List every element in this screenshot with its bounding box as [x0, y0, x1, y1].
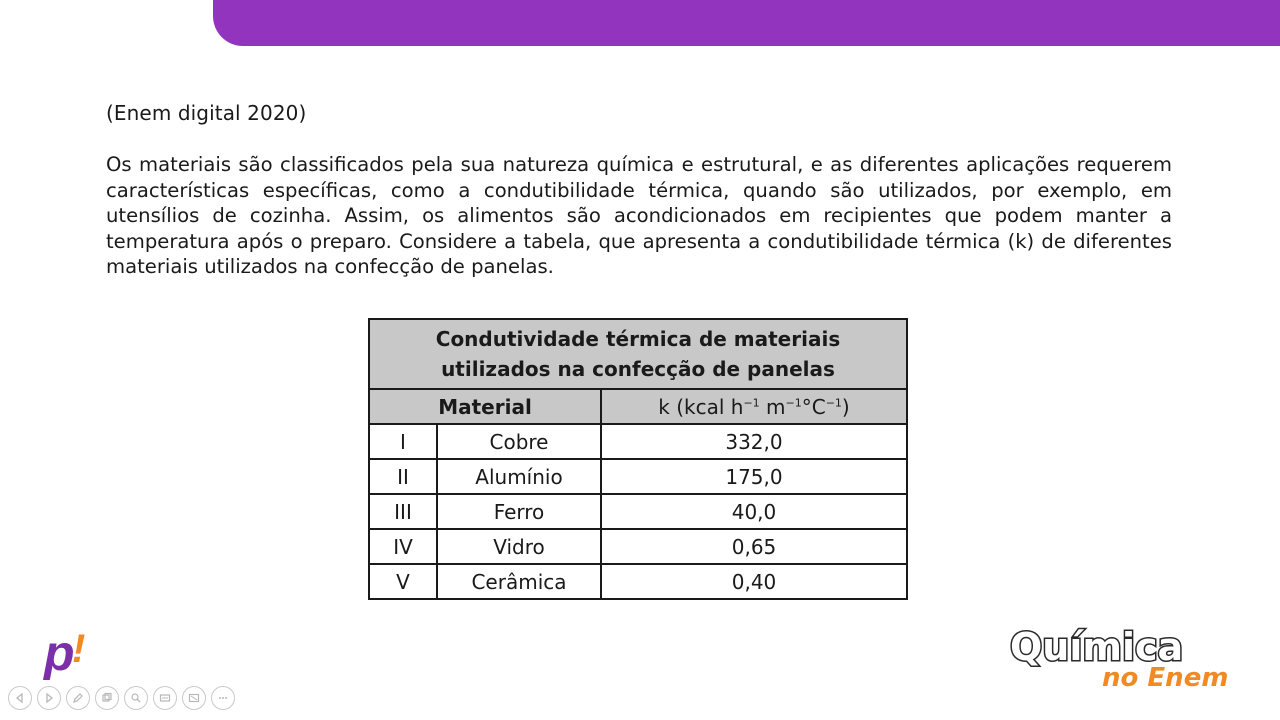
row-k-value: 40,0	[601, 494, 907, 529]
row-material: Alumínio	[437, 459, 601, 494]
row-number: II	[369, 459, 437, 494]
k-header-exp-c: −1	[825, 395, 842, 409]
table-row	[369, 529, 907, 564]
table-row	[369, 424, 907, 459]
conductivity-table	[368, 318, 908, 600]
row-number: V	[369, 564, 437, 599]
k-header-prefix: k (kcal h	[658, 394, 744, 419]
k-symbol: (k)	[1007, 229, 1035, 253]
quimica-no-enem-logo	[1006, 620, 1238, 692]
k-header-exp-h: −1	[743, 395, 760, 409]
row-material: Ferro	[437, 494, 601, 529]
row-number: III	[369, 494, 437, 529]
p-logo	[40, 622, 100, 680]
table-title-line1: Condutividade térmica de materiais	[435, 327, 841, 351]
k-column-header	[601, 389, 907, 424]
k-header-c: °C	[801, 394, 826, 419]
zoom-icon[interactable]	[124, 686, 148, 710]
question-source: (Enem digital 2020)	[106, 101, 307, 125]
k-header-suffix: )	[841, 394, 850, 419]
row-number: IV	[369, 529, 437, 564]
subtitles-icon[interactable]	[153, 686, 177, 710]
row-material: Cobre	[437, 424, 601, 459]
p-logo-exclaim: !	[72, 627, 86, 671]
material-column-header: Material	[369, 389, 601, 424]
table-title-line2: utilizados na confecção de panelas	[441, 357, 835, 381]
row-k-value: 175,0	[601, 459, 907, 494]
intro-text-part2: de diferentes materiais utilizados na confecção de panelas.	[106, 229, 1172, 279]
slides-icon[interactable]	[95, 686, 119, 710]
row-k-value: 0,40	[601, 564, 907, 599]
intro-text-part1: Os materiais são classificados pela sua natureza química e estrutural, e as diferentes aplicações requerem características específicas, como a condutibilidade térmica, quando são utilizados, por exemplo, em utensílios de cozinha. Assim, os alimentos são acondicionados em recipientes que podem manter a temperatura após o preparo. Considere a tabela, que apresenta a condutibilidade térmica	[106, 153, 1172, 253]
row-k-value: 332,0	[601, 424, 907, 459]
logo-quimica-text: Química	[1010, 625, 1184, 669]
table-row	[369, 564, 907, 599]
row-k-value: 0,65	[601, 529, 907, 564]
screen-icon[interactable]	[182, 686, 206, 710]
presentation-controls	[8, 686, 235, 710]
table-title	[369, 319, 907, 389]
row-number: I	[369, 424, 437, 459]
table-row	[369, 494, 907, 529]
row-material: Cerâmica	[437, 564, 601, 599]
next-slide-icon[interactable]	[37, 686, 61, 710]
table-row	[369, 459, 907, 494]
k-header-exp-m: −1	[785, 395, 802, 409]
p-logo-letter: p	[44, 625, 75, 680]
top-accent-band	[213, 0, 1280, 46]
previous-slide-icon[interactable]	[8, 686, 32, 710]
pen-icon[interactable]	[66, 686, 90, 710]
more-icon[interactable]	[211, 686, 235, 710]
k-header-m: m	[759, 394, 786, 419]
logo-no-enem-text: no Enem	[1102, 663, 1229, 692]
question-text	[106, 152, 1172, 280]
row-material: Vidro	[437, 529, 601, 564]
